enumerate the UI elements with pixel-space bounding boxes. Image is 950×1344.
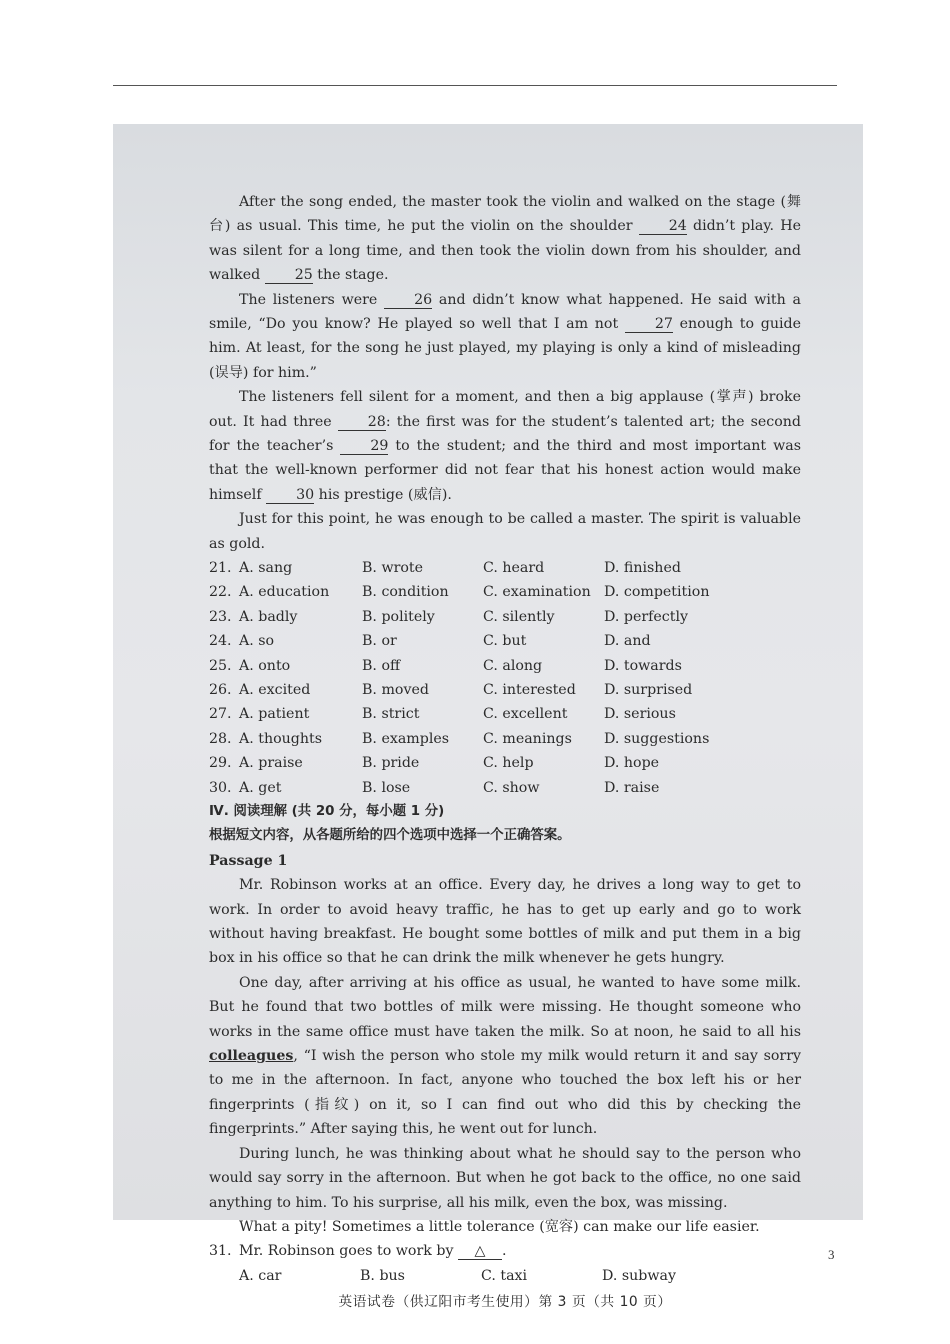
option-d: D. serious bbox=[604, 706, 676, 723]
question-number: 24. bbox=[209, 633, 232, 650]
blank-24: 24 bbox=[639, 218, 687, 235]
option-row-26 bbox=[209, 678, 801, 702]
option-row-22 bbox=[209, 580, 801, 604]
question-number: 23. bbox=[209, 608, 232, 625]
passage1-paragraph-4: What a pity! Sometimes a little tolerance (宽容) can make our life easier. bbox=[239, 1218, 760, 1235]
cloze-paragraph-2 bbox=[209, 288, 801, 386]
option-d: D. towards bbox=[604, 657, 682, 674]
passage1-paragraph-3: During lunch, he was thinking about what he should say to the person who would say sorry in the afternoon. But when he got back to the office, no one said anything to him. To his surprise, all his milk, even the box, was missing. bbox=[209, 1145, 801, 1211]
question-31 bbox=[209, 1239, 801, 1288]
option-a: A. get bbox=[239, 779, 282, 796]
passage-title: Passage 1 bbox=[209, 852, 288, 869]
option-a: A. sang bbox=[239, 560, 293, 577]
option-d: D. subway bbox=[602, 1267, 677, 1284]
option-c: C. examination bbox=[483, 584, 591, 601]
text: The listeners fell silent for a moment, and then a big applause (掌声) broke out. It had three bbox=[209, 389, 801, 430]
option-d: D. finished bbox=[604, 560, 681, 577]
question-end: . bbox=[501, 1243, 507, 1260]
section-heading: Ⅳ. 阅读理解 (共 20 分，每小题 1 分) bbox=[209, 804, 445, 819]
text: enough to guide him. At least, for the song he just played, my playing is only a kind of misleading (误导) for him.” bbox=[209, 316, 801, 381]
options-table bbox=[209, 556, 801, 800]
question-number: 26. bbox=[209, 682, 232, 699]
option-b: B. moved bbox=[362, 682, 429, 699]
exam-content bbox=[209, 190, 801, 1315]
option-b: B. off bbox=[362, 657, 401, 674]
option-d: D. suggestions bbox=[604, 730, 710, 747]
option-b: B. politely bbox=[362, 608, 435, 625]
option-d: D. perfectly bbox=[604, 608, 688, 625]
text: After the song ended, the master took the violin and walked on the stage (舞台) as usual. This time, he put the violin on the shoulder bbox=[209, 194, 801, 235]
option-d: D. and bbox=[604, 633, 651, 650]
question-number: 25. bbox=[209, 657, 232, 674]
option-b: B. condition bbox=[362, 584, 449, 601]
blank-27: 27 bbox=[625, 316, 673, 333]
text: to the student; and the third and most important was that the well-known performer did not fear that his honest action would make himself bbox=[209, 438, 801, 503]
cloze-paragraph-1 bbox=[209, 190, 801, 288]
question-number: 21. bbox=[209, 560, 232, 577]
option-row-29 bbox=[209, 751, 801, 775]
option-d: D. hope bbox=[604, 755, 660, 772]
question-text: Mr. Robinson goes to work by bbox=[239, 1243, 458, 1260]
text: , “I wish the person who stole my milk would return it and say sorry to me in the afternoon. In fact, anyone who touched the box left his or her fingerprints (指纹) on it, so I can find out who did this by checking the fingerprints.” After saying this, he went out for lunch. bbox=[209, 1048, 801, 1138]
question-number: 31. bbox=[209, 1243, 232, 1260]
text: didn’t play. He was silent for a long time, and then took the violin down from his shoulder, and walked bbox=[209, 218, 801, 284]
option-b: B. bus bbox=[360, 1267, 405, 1284]
option-b: B. wrote bbox=[362, 560, 424, 577]
text: the stage. bbox=[312, 267, 389, 284]
option-a: A. education bbox=[239, 584, 330, 601]
scanned-exam-page bbox=[113, 124, 863, 1311]
option-c: C. silently bbox=[483, 608, 555, 625]
option-b: B. lose bbox=[362, 779, 411, 796]
option-a: A. thoughts bbox=[239, 730, 322, 747]
text: One day, after arriving at his office as usual, he wanted to have some milk. But he found that two bottles of milk were missing. He thought someone who works in the same office must have taken the milk. So at noon, he said to all his bbox=[209, 974, 801, 1040]
question-number: 29. bbox=[209, 755, 232, 772]
question-number: 27. bbox=[209, 706, 232, 723]
question-number: 28. bbox=[209, 730, 232, 747]
option-row-24 bbox=[209, 629, 801, 653]
option-row-27 bbox=[209, 702, 801, 726]
question-31-options bbox=[209, 1264, 801, 1288]
option-a: A. onto bbox=[239, 657, 291, 674]
text: his prestige (威信). bbox=[314, 486, 452, 503]
option-a: A. excited bbox=[239, 682, 311, 699]
option-a: A. badly bbox=[239, 608, 298, 625]
option-c: C. along bbox=[483, 657, 543, 674]
option-row-28 bbox=[209, 727, 801, 751]
option-c: C. taxi bbox=[481, 1267, 528, 1284]
question-31-stem bbox=[209, 1239, 801, 1263]
option-b: B. examples bbox=[362, 730, 450, 747]
header-rule bbox=[113, 85, 837, 86]
option-row-21 bbox=[209, 556, 801, 580]
passage1-paragraph-2 bbox=[209, 971, 801, 1142]
option-a: A. car bbox=[239, 1267, 282, 1284]
cloze-paragraph-3 bbox=[209, 385, 801, 507]
option-b: B. strict bbox=[362, 706, 420, 723]
option-d: D. raise bbox=[604, 779, 660, 796]
text: and didn’t know what happened. He said with a smile, “Do you know? He played so well that I am not bbox=[209, 291, 801, 333]
option-b: B. or bbox=[362, 633, 397, 650]
question-number: 30. bbox=[209, 779, 232, 796]
option-c: C. interested bbox=[483, 682, 576, 699]
option-a: A. praise bbox=[239, 755, 303, 772]
section-instruction: 根据短文内容，从各题所给的四个选项中选择一个正确答案。 bbox=[209, 828, 571, 844]
question-number: 22. bbox=[209, 584, 232, 601]
option-c: C. excellent bbox=[483, 706, 568, 723]
option-c: C. heard bbox=[483, 560, 545, 577]
keyword-colleagues: colleagues bbox=[209, 1048, 294, 1065]
triangle-blank: △ bbox=[458, 1243, 502, 1260]
blank-28: 28 bbox=[338, 414, 386, 431]
exam-footer: 英语试卷（供辽阳市考生使用）第 3 页（共 10 页） bbox=[338, 1294, 672, 1311]
option-b: B. pride bbox=[362, 755, 420, 772]
option-c: C. meanings bbox=[483, 730, 572, 747]
option-d: D. competition bbox=[604, 584, 710, 601]
option-d: D. surprised bbox=[604, 682, 693, 699]
option-c: C. show bbox=[483, 779, 540, 796]
cloze-paragraph-4: Just for this point, he was enough to be called a master. The spirit is valuable as gold. bbox=[209, 511, 801, 552]
option-a: A. patient bbox=[239, 706, 310, 723]
option-row-25 bbox=[209, 654, 801, 678]
text: The listeners were bbox=[239, 291, 385, 308]
blank-30: 30 bbox=[266, 487, 314, 504]
option-c: C. help bbox=[483, 755, 534, 772]
option-row-23 bbox=[209, 605, 801, 629]
blank-26: 26 bbox=[384, 292, 432, 309]
passage1-paragraph-1: Mr. Robinson works at an office. Every day, he drives a long way to get to work. In order to avoid heavy traffic, he has to get up early and go to work without having breakfast. He bought some bottles of milk and put them in a big box in his office so that he can drink the milk whenever he gets hungry. bbox=[209, 877, 801, 967]
option-c: C. but bbox=[483, 633, 527, 650]
text: : the first was for the student’s talented art; the second for the teacher’s bbox=[209, 413, 801, 455]
blank-25: 25 bbox=[265, 267, 313, 284]
option-row-30 bbox=[209, 776, 801, 800]
page-number: 3 bbox=[828, 1247, 835, 1262]
blank-29: 29 bbox=[340, 438, 388, 455]
option-a: A. so bbox=[239, 633, 275, 650]
